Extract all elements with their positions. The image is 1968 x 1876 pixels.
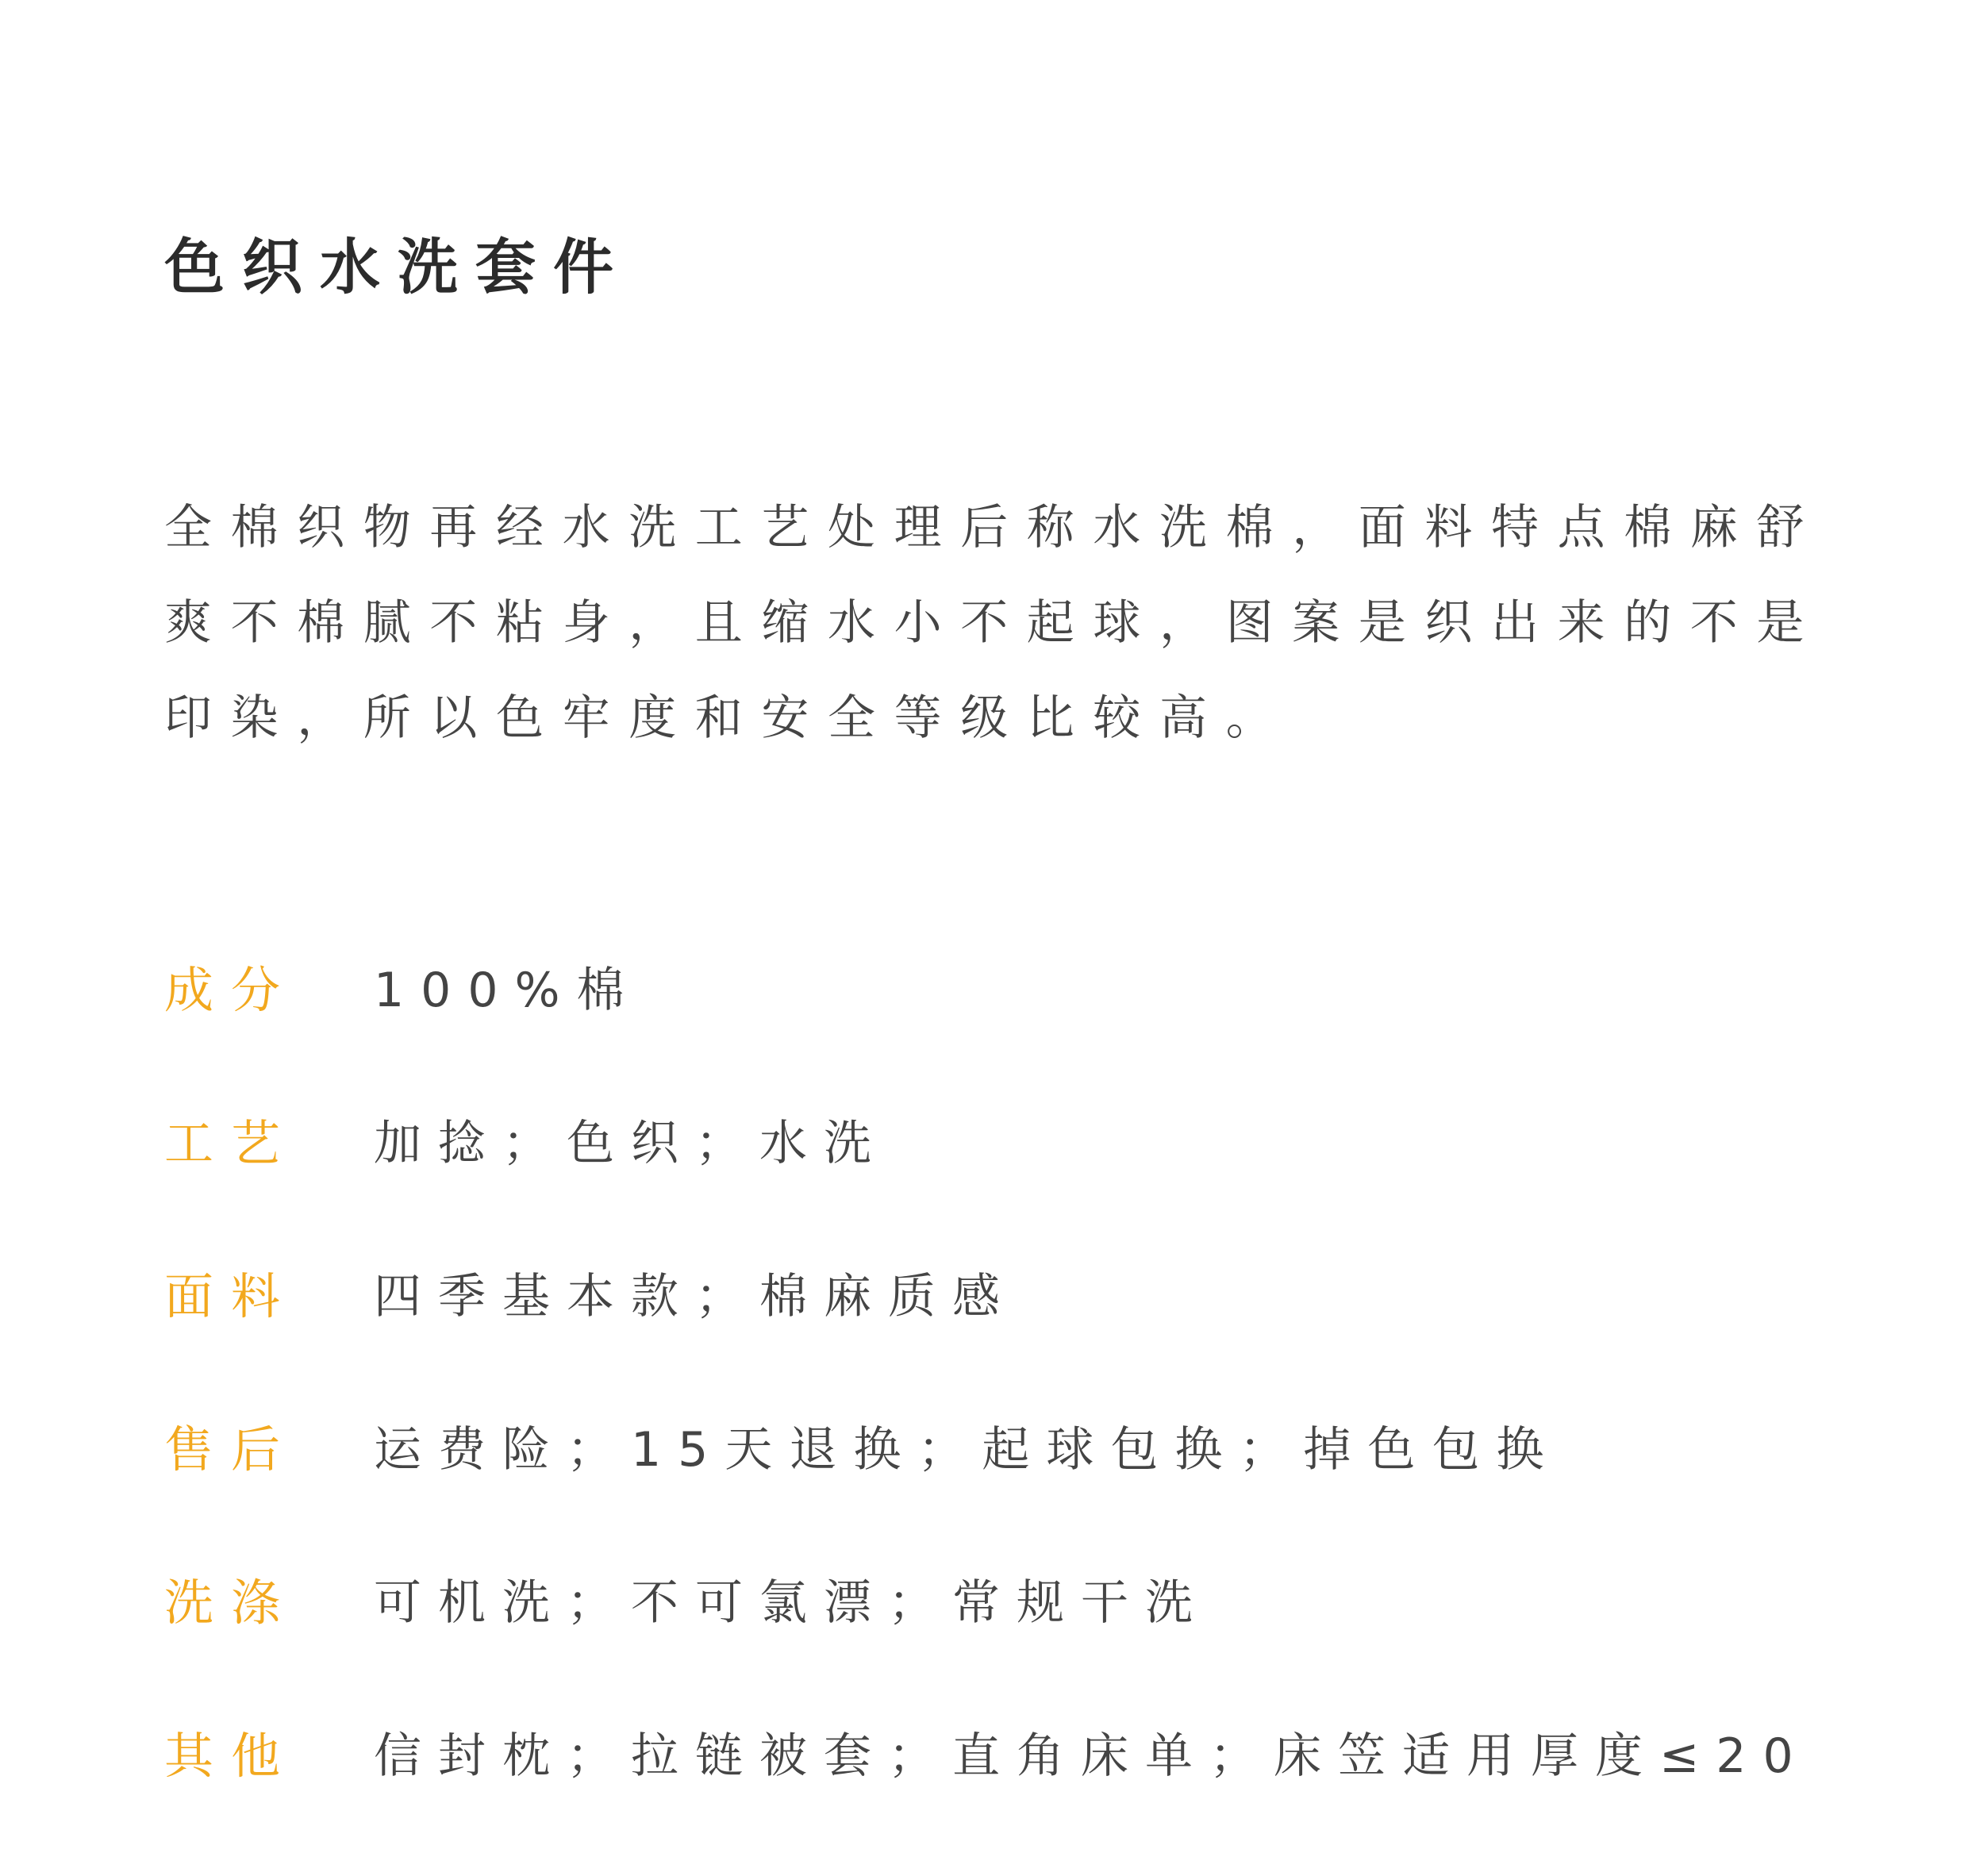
spec-row-other [164, 1716, 1934, 1870]
spec-list [164, 951, 1934, 1870]
spec-value-after-sales: 运费险；15天退换；起球包换；掉色包换 [374, 1422, 1561, 1478]
spec-value-composition: 100%棉 [374, 963, 641, 1018]
spec-row-process [164, 1104, 1934, 1257]
product-description: 全棉织物再经水洗工艺处理后称水洗棉，面料特点棉麻舒爽不棉腻不粘身，且缩水小不起球，图案是织出来的不是印染，所以色牢度和安全等级比较高。 [164, 500, 1823, 746]
spec-label-washing: 洗涤 [164, 1574, 298, 1632]
spec-value-fabric: 四季基本款；棉麻质感 [374, 1269, 1017, 1324]
product-title: 色织水洗套件 [164, 231, 631, 302]
spec-label-after-sales: 售后 [164, 1420, 298, 1478]
spec-label-process: 工艺 [164, 1114, 298, 1172]
spec-label-fabric: 面料 [164, 1267, 298, 1325]
spec-value-other: 信封枕；拉链被套；直角床单；床笠适用厚度≤20 [374, 1728, 1810, 1784]
spec-row-fabric [164, 1257, 1934, 1410]
spec-row-after-sales [164, 1410, 1934, 1563]
spec-value-process: 加捻；色织；水洗 [374, 1116, 888, 1171]
spec-label-other: 其他 [164, 1727, 298, 1785]
spec-row-composition [164, 951, 1934, 1104]
spec-value-washing: 可机洗；不可氯漂；常规干洗 [374, 1575, 1209, 1631]
spec-label-composition: 成分 [164, 961, 298, 1019]
spec-row-washing [164, 1563, 1934, 1716]
